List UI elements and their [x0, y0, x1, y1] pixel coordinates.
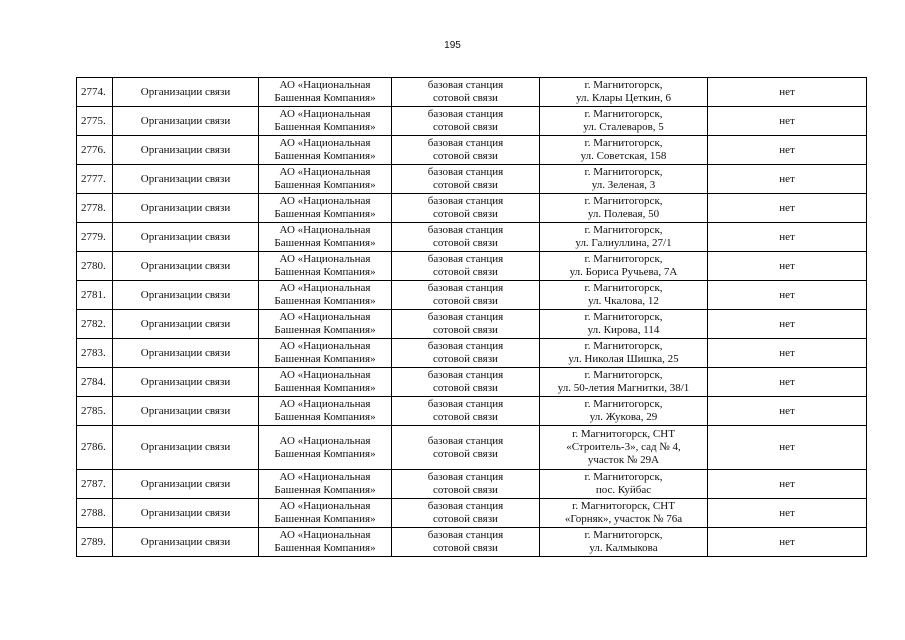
object-type-line: базовая станция: [427, 108, 504, 120]
object-type-line: базовая станция: [427, 471, 504, 483]
owner-line: Башенная Компания»: [274, 295, 376, 307]
object-type-cell: [392, 339, 540, 368]
row-number-cell: 2775.: [77, 107, 113, 136]
object-type-line: базовая станция: [427, 529, 504, 541]
object-type-line: сотовой связи: [433, 208, 498, 220]
table-row: [77, 310, 867, 339]
address-line: ул. Советская, 158: [580, 150, 667, 162]
object-type-cell: [392, 528, 540, 557]
row-number-cell: 2787.: [77, 470, 113, 499]
address-cell: [540, 281, 708, 310]
address-line: г. Магнитогорск, СНТ: [572, 428, 675, 440]
row-number-cell: 2788.: [77, 499, 113, 528]
object-type-line: сотовой связи: [433, 150, 498, 162]
row-number-cell: 2782.: [77, 310, 113, 339]
object-type-cell: [392, 165, 540, 194]
address-line: г. Магнитогорск,: [584, 79, 663, 91]
row-number-cell: 2784.: [77, 368, 113, 397]
object-type-line: сотовой связи: [433, 92, 498, 104]
row-number-cell: 2786.: [77, 426, 113, 470]
owner-line: Башенная Компания»: [274, 542, 376, 554]
owner-line: АО «Национальная: [279, 224, 371, 236]
row-number-cell: 2785.: [77, 397, 113, 426]
address-cell: [540, 165, 708, 194]
address-cell: [540, 426, 708, 470]
address-line: пос. Куйбас: [595, 484, 652, 496]
flag-cell: нет: [708, 499, 867, 528]
table-row: [77, 426, 867, 470]
row-number-cell: 2774.: [77, 78, 113, 107]
row-number-cell: 2779.: [77, 223, 113, 252]
object-type-cell: [392, 252, 540, 281]
table-row: [77, 499, 867, 528]
owner-cell: [259, 252, 392, 281]
flag-cell: нет: [708, 107, 867, 136]
address-line: г. Магнитогорск,: [584, 253, 663, 265]
category-cell: Организации связи: [113, 528, 259, 557]
flag-cell: нет: [708, 223, 867, 252]
address-cell: [540, 368, 708, 397]
address-line: г. Магнитогорск,: [584, 224, 663, 236]
flag-cell: нет: [708, 310, 867, 339]
category-cell: Организации связи: [113, 252, 259, 281]
owner-cell: [259, 281, 392, 310]
object-type-line: сотовой связи: [433, 484, 498, 496]
table-row: [77, 470, 867, 499]
address-cell: [540, 528, 708, 557]
object-type-cell: [392, 426, 540, 470]
owner-cell: [259, 107, 392, 136]
object-type-line: базовая станция: [427, 137, 504, 149]
owner-line: Башенная Компания»: [274, 179, 376, 191]
owner-line: АО «Национальная: [279, 311, 371, 323]
address-cell: [540, 78, 708, 107]
owner-line: Башенная Компания»: [274, 484, 376, 496]
address-line: г. Магнитогорск,: [584, 195, 663, 207]
owner-line: Башенная Компания»: [274, 266, 376, 278]
object-type-line: базовая станция: [427, 166, 504, 178]
object-type-line: сотовой связи: [433, 179, 498, 191]
category-cell: Организации связи: [113, 165, 259, 194]
flag-cell: нет: [708, 528, 867, 557]
object-type-line: сотовой связи: [433, 382, 498, 394]
row-number-cell: 2777.: [77, 165, 113, 194]
address-line: г. Магнитогорск,: [584, 398, 663, 410]
owner-cell: [259, 499, 392, 528]
table-row: [77, 194, 867, 223]
object-type-line: сотовой связи: [433, 513, 498, 525]
address-cell: [540, 194, 708, 223]
address-cell: [540, 136, 708, 165]
address-line: «Горняк», участок № 76а: [564, 513, 683, 525]
owner-line: АО «Национальная: [279, 282, 371, 294]
category-cell: Организации связи: [113, 310, 259, 339]
object-type-cell: [392, 397, 540, 426]
owner-line: Башенная Компания»: [274, 447, 376, 460]
owner-cell: [259, 426, 392, 470]
address-line: ул. Сталеваров, 5: [583, 121, 664, 133]
address-line: ул. 50-летия Магнитки, 38/1: [557, 382, 690, 394]
category-cell: Организации связи: [113, 368, 259, 397]
category-cell: Организации связи: [113, 339, 259, 368]
owner-cell: [259, 368, 392, 397]
owner-line: Башенная Компания»: [274, 513, 376, 525]
address-line: г. Магнитогорск,: [584, 340, 663, 352]
address-cell: [540, 499, 708, 528]
object-type-line: базовая станция: [427, 311, 504, 323]
row-number-cell: 2776.: [77, 136, 113, 165]
object-type-line: сотовой связи: [433, 295, 498, 307]
row-number-cell: 2778.: [77, 194, 113, 223]
address-cell: [540, 252, 708, 281]
owner-line: Башенная Компания»: [274, 208, 376, 220]
object-type-line: сотовой связи: [433, 447, 498, 460]
object-type-line: сотовой связи: [433, 324, 498, 336]
category-cell: Организации связи: [113, 78, 259, 107]
owner-line: АО «Национальная: [279, 253, 371, 265]
flag-cell: нет: [708, 194, 867, 223]
owner-line: Башенная Компания»: [274, 324, 376, 336]
object-type-line: базовая станция: [427, 253, 504, 265]
object-type-line: базовая станция: [427, 369, 504, 381]
owner-cell: [259, 339, 392, 368]
flag-cell: нет: [708, 78, 867, 107]
address-line: г. Магнитогорск,: [584, 108, 663, 120]
owner-cell: [259, 165, 392, 194]
table-row: [77, 339, 867, 368]
address-line: ул. Чкалова, 12: [588, 295, 659, 307]
category-cell: Организации связи: [113, 470, 259, 499]
owner-line: АО «Национальная: [279, 434, 371, 447]
object-type-line: сотовой связи: [433, 353, 498, 365]
object-type-line: базовая станция: [427, 500, 504, 512]
object-type-cell: [392, 78, 540, 107]
owner-line: Башенная Компания»: [274, 353, 376, 365]
table-row: [77, 136, 867, 165]
object-type-cell: [392, 281, 540, 310]
object-type-cell: [392, 136, 540, 165]
owner-line: АО «Национальная: [279, 369, 371, 381]
address-line: г. Магнитогорск,: [584, 471, 663, 483]
owner-cell: [259, 397, 392, 426]
owner-line: АО «Национальная: [279, 166, 371, 178]
flag-cell: нет: [708, 397, 867, 426]
address-line: ул. Галиуллина, 27/1: [575, 237, 672, 249]
table-row: [77, 368, 867, 397]
address-line: ул. Зеленая, 3: [591, 179, 656, 191]
address-line: г. Магнитогорск,: [584, 529, 663, 541]
category-cell: Организации связи: [113, 281, 259, 310]
registry-table: [76, 77, 867, 557]
owner-cell: [259, 194, 392, 223]
table-row: [77, 78, 867, 107]
page-number: 195: [444, 40, 461, 51]
address-cell: [540, 397, 708, 426]
owner-line: Башенная Компания»: [274, 237, 376, 249]
object-type-cell: [392, 194, 540, 223]
address-line: ул. Жукова, 29: [589, 411, 658, 423]
owner-line: Башенная Компания»: [274, 382, 376, 394]
object-type-line: сотовой связи: [433, 237, 498, 249]
owner-cell: [259, 136, 392, 165]
address-line: «Строитель-3», сад № 4,: [566, 441, 681, 453]
flag-cell: нет: [708, 368, 867, 397]
owner-line: АО «Национальная: [279, 108, 371, 120]
owner-line: Башенная Компания»: [274, 92, 376, 104]
address-cell: [540, 339, 708, 368]
address-line: г. Магнитогорск, СНТ: [572, 500, 675, 512]
owner-cell: [259, 310, 392, 339]
flag-cell: нет: [708, 281, 867, 310]
address-line: г. Магнитогорск,: [584, 137, 663, 149]
row-number-cell: 2783.: [77, 339, 113, 368]
flag-cell: нет: [708, 165, 867, 194]
object-type-cell: [392, 470, 540, 499]
table-row: [77, 252, 867, 281]
address-cell: [540, 107, 708, 136]
address-line: участок № 29А: [587, 454, 660, 466]
address-cell: [540, 310, 708, 339]
object-type-cell: [392, 107, 540, 136]
owner-line: АО «Национальная: [279, 340, 371, 352]
owner-cell: [259, 223, 392, 252]
owner-line: АО «Национальная: [279, 398, 371, 410]
owner-line: Башенная Компания»: [274, 150, 376, 162]
flag-cell: нет: [708, 426, 867, 470]
owner-line: АО «Национальная: [279, 79, 371, 91]
flag-cell: нет: [708, 136, 867, 165]
address-line: г. Магнитогорск,: [584, 369, 663, 381]
object-type-line: сотовой связи: [433, 542, 498, 554]
flag-cell: нет: [708, 470, 867, 499]
table-row: [77, 528, 867, 557]
owner-cell: [259, 470, 392, 499]
object-type-cell: [392, 368, 540, 397]
address-line: г. Магнитогорск,: [584, 311, 663, 323]
address-line: ул. Полевая, 50: [587, 208, 660, 220]
row-number-cell: 2781.: [77, 281, 113, 310]
table-row: [77, 223, 867, 252]
owner-line: АО «Национальная: [279, 500, 371, 512]
object-type-line: базовая станция: [427, 282, 504, 294]
table-body: [77, 78, 867, 557]
object-type-line: базовая станция: [427, 340, 504, 352]
row-number-cell: 2789.: [77, 528, 113, 557]
address-line: г. Магнитогорск,: [584, 282, 663, 294]
owner-cell: [259, 528, 392, 557]
object-type-line: базовая станция: [427, 434, 504, 447]
category-cell: Организации связи: [113, 107, 259, 136]
owner-line: АО «Национальная: [279, 195, 371, 207]
object-type-cell: [392, 223, 540, 252]
flag-cell: нет: [708, 339, 867, 368]
flag-cell: нет: [708, 252, 867, 281]
category-cell: Организации связи: [113, 223, 259, 252]
table-row: [77, 165, 867, 194]
object-type-line: сотовой связи: [433, 121, 498, 133]
category-cell: Организации связи: [113, 499, 259, 528]
table-row: [77, 281, 867, 310]
owner-cell: [259, 78, 392, 107]
address-line: г. Магнитогорск,: [584, 166, 663, 178]
row-number-cell: 2780.: [77, 252, 113, 281]
category-cell: Организации связи: [113, 194, 259, 223]
object-type-line: сотовой связи: [433, 266, 498, 278]
category-cell: Организации связи: [113, 397, 259, 426]
address-cell: [540, 470, 708, 499]
address-cell: [540, 223, 708, 252]
table-row: [77, 107, 867, 136]
address-line: ул. Кирова, 114: [587, 324, 660, 336]
address-line: ул. Калмыкова: [589, 542, 658, 554]
address-line: ул. Клары Цеткин, 6: [575, 92, 672, 104]
owner-line: АО «Национальная: [279, 529, 371, 541]
object-type-cell: [392, 499, 540, 528]
object-type-line: сотовой связи: [433, 411, 498, 423]
address-line: ул. Бориса Ручьева, 7А: [569, 266, 678, 278]
owner-line: Башенная Компания»: [274, 121, 376, 133]
owner-line: АО «Национальная: [279, 471, 371, 483]
address-line: ул. Николая Шишка, 25: [568, 353, 679, 365]
table-row: [77, 397, 867, 426]
object-type-line: базовая станция: [427, 224, 504, 236]
owner-line: Башенная Компания»: [274, 411, 376, 423]
category-cell: Организации связи: [113, 426, 259, 470]
owner-line: АО «Национальная: [279, 137, 371, 149]
category-cell: Организации связи: [113, 136, 259, 165]
object-type-line: базовая станция: [427, 195, 504, 207]
object-type-line: базовая станция: [427, 398, 504, 410]
object-type-line: базовая станция: [427, 79, 504, 91]
object-type-cell: [392, 310, 540, 339]
